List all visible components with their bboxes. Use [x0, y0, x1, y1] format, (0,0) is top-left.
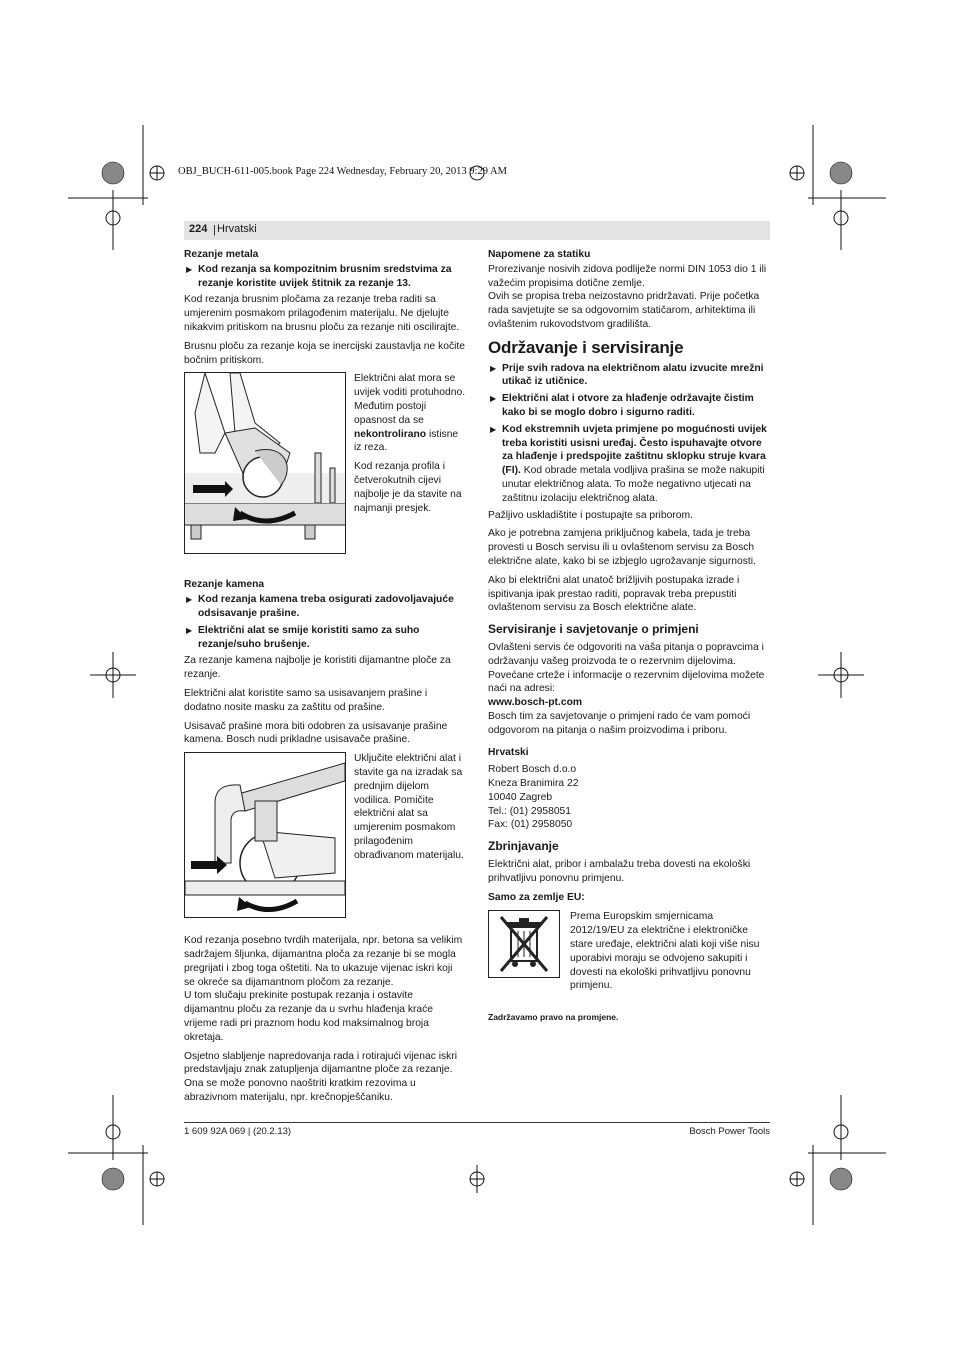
right-column [488, 248, 770, 1030]
maintenance-bullet-2: ▶ Električni alat i otvore za hlađenje održavajte čistim kako bi se moglo dobro i sigurno raditi. [490, 393, 754, 418]
stone-paragraph-4: Kod rezanja posebno tvrdih materijala, npr. betona sa velikim sadržajem šljunka, dijamantna ploča za rezanje bi se mogla pregrijati i zbog toga oštetiti. Na to ukazuje vijenac iskri koji se okreće sa dijamantnom pločom za rezanje. [184, 935, 463, 988]
figure-cutting-metal-block [184, 372, 466, 554]
metal-title: Rezanje metala [184, 249, 259, 260]
eu-recycling-block [488, 910, 770, 993]
service-url[interactable]: www.bosch-pt.com [488, 697, 583, 709]
footer-doc-number: 1 609 92A 069 | (20.2.13) [184, 1126, 292, 1137]
stone-paragraph-6: Osjetno slabljenje napredovanja rada i rotirajući vijenac iskri predstavljaju znak zatupljenja dijamantne ploče za rezanje. Ona se može ponovno naoštriti kratkim rezovima u abrazivnom materijalu, npr. krečnopješčaniku. [184, 1050, 458, 1103]
triangle-bullet-icon: ▶ [490, 363, 497, 373]
figure-cutting-stone [184, 752, 346, 918]
page-header [184, 221, 770, 240]
eu-heading: Samo za zemlje EU: [488, 891, 585, 903]
header-language: Hrvatski [217, 223, 257, 235]
eu-directive-text: Prema Europskim smjernicama 2012/19/EU za električne i elektroničke stare uređaje, električni alati koji više nisu uporabivi moraju se odvojeno sakupiti i dovesti na ekološki prihvatljivu ponovnu primjenu. [570, 911, 760, 992]
figure-cutting-stone-block [184, 752, 466, 918]
figure-cutting-metal-caption: Električni alat mora se uvijek voditi protuhodno. Međutim postoji opasnost da se nekontrolirano istisne iz reza. Kod rezanja profila i četverokutnih cijevi najbolje je da stavite na najmanji presjek. [354, 373, 466, 514]
stone-paragraph-2: Električni alat koristite samo sa usisavanjem prašine i dodatno nosite masku za zaštitu od prašine. [184, 687, 428, 713]
left-column [184, 248, 466, 1110]
triangle-bullet-icon: ▶ [490, 424, 497, 434]
country-heading: Hrvatski [488, 746, 529, 758]
stone-bullet-1: ▶ Kod rezanja kamena treba osigurati zadovoljavajuće odsisavanje prašine. [186, 594, 454, 619]
triangle-bullet-icon: ▶ [186, 595, 193, 605]
maintenance-heading: Održavanje i servisiranje [488, 337, 684, 357]
stone-paragraph-1: Za rezanje kamena najbolje je koristiti dijamantne ploče za rezanje. [184, 655, 451, 681]
maintenance-paragraph-1: Pažljivo uskladištite i postupajte sa priborom. [488, 509, 693, 521]
maintenance-bullet-1: ▶ Prije svih radova na električnom alatu izvucite mrežni utikač iz utičnice. [490, 362, 764, 388]
statics-paragraph-2: Ovih se propisa treba neizostavno pridržavati. Prije početka rada savjetujte se sa odgovornim statičarom, arhitektima ili ovlaštenim rukovodstvom gradilišta. [488, 291, 760, 330]
disposal-heading: Zbrinjavanje [488, 839, 559, 854]
crossed-out-bin-icon [488, 910, 560, 978]
statics-title: Napomene za statiku [488, 249, 591, 260]
reserved-note: Zadržavamo pravo na promjene. [488, 1012, 619, 1023]
disposal-paragraph: Električni alat, pribor i ambalažu treba dovesti na ekološki prihvatljivu ponovnu primjenu. [488, 859, 751, 884]
metal-paragraph-2: Brusnu ploču za rezanje koja se inercijski zaustavlja ne kočite bočnim pritiskom. [184, 340, 466, 366]
figure-cutting-metal [184, 372, 346, 554]
address-line: Robert Bosch d.o.o [488, 764, 577, 776]
triangle-bullet-icon: ▶ [490, 394, 497, 404]
service-paragraph-1: Ovlašteni servis će odgovoriti na vaša pitanja o popravcima i održavanju vašeg proizvoda te o rezervnim dijelovima. Povećane crteže i informacije o rezervnim dijelovima možete naći na adresi: [488, 641, 765, 695]
service-heading: Servisiranje i savjetovanje o primjeni [488, 622, 699, 637]
print-slug: OBJ_BUCH-611-005.book Page 224 Wednesday, February 20, 2013 9:29 AM [178, 166, 507, 177]
maintenance-paragraph-3: Ako bi električni alat unatoč brižljivih postupaka izrade i ispitivanja ipak prestao raditi, popravak treba prepustiti ovlaštenom servisu za Bosch električne alate. [488, 574, 740, 614]
footer-brand: Bosch Power Tools [689, 1126, 770, 1137]
triangle-bullet-icon: ▶ [186, 625, 193, 635]
triangle-bullet-icon: ▶ [186, 264, 193, 274]
metal-paragraph-1: Kod rezanja brusnim pločama za rezanje treba raditi sa umjerenim posmakom prilagođenim materijalu. Ne djelujte nikakvim pritiskom na brusnu ploču za rezanje niti oscilirajte. [184, 294, 460, 333]
stone-bullet-2: ▶ Električni alat se smije koristiti samo za suho rezanje/suho brušenje. [186, 624, 420, 650]
address-block [488, 763, 770, 832]
metal-bullet: ▶ Kod rezanja sa kompozitnim brusnim sredstvima za rezanje koristite uvijek štitnik za rezanje 13. [186, 263, 452, 289]
fax-line: Fax: (01) 2958050 [488, 819, 573, 831]
maintenance-bullet-3: ▶ Kod ekstremnih uvjeta primjene po mogućnosti uvijek treba koristiti usisni uređaj. Često ispuhavajte otvore za hlađenje i predspojite zaštitnu sklopku struje kvara (FI). Kod obrade metala vodljiva prašina se može nakupiti unutar električnog alata. To može negativno utjecati na zaštitnu izolaciju električnog alata. [490, 423, 767, 504]
header-separator: | [213, 224, 216, 236]
service-paragraph-2: Bosch tim za savjetovanje o primjeni rado će vam pomoći odgovorom na pitanja o našim proizvodima i priboru. [488, 710, 751, 736]
stone-paragraph-5: U tom slučaju prekinite postupak rezanja i ostavite dijamantnu ploču za rezanje da u svrhu hlađenja kraće vrijeme radi pri praznom hodu kod maksimalnog broja okretaja. [184, 990, 433, 1043]
maintenance-paragraph-2: Ako je potrebna zamjena priključnog kabela, tada je treba provesti u Bosch servisu ili u ovlaštenom servisu za Bosch električne alate, kako bi se izbjeglo ugrožavanje sigurnosti. [488, 528, 756, 567]
phone-line: Tel.: (01) 2958051 [488, 805, 572, 817]
stone-title: Rezanje kamena [184, 579, 265, 591]
stone-paragraph-3: Usisavač prašine mora biti odobren za usisavanje prašine kamena. Bosch nudi prikladne usisavače prašine. [184, 720, 448, 746]
page-number: 224 [189, 223, 208, 235]
footer-rule [184, 1122, 770, 1123]
statics-paragraph-1: Prorezivanje nosivih zidova podliježe normi DIN 1053 dio 1 ili važećim propisima dotične zemlje. [488, 263, 767, 289]
figure-cutting-stone-caption: Uključite električni alat i stavite ga na izradak sa prednjim dijelom vodilica. Pomičite električni alat sa umjerenim posmakom prilagođenim obrađivanom materijalu. [354, 753, 464, 861]
address-line: 10040 Zagreb [488, 791, 553, 803]
address-line: Kneza Branimira 22 [488, 778, 579, 790]
